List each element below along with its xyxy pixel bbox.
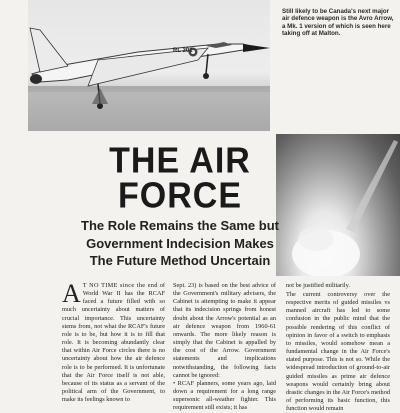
col2-bullet: • RCAF planners, some years ago, laid down a requirement for a long range supersonic all-weather fighter. This requirement still exists; it has [173, 379, 276, 412]
subtitle-line-3: The Future Method Uncertain [89, 253, 271, 268]
missile-launch-photo [276, 134, 400, 276]
title-line-1: THE AIR [109, 141, 251, 182]
article-title [100, 141, 260, 216]
body-column-3 [286, 282, 390, 413]
title-line-2: FORCE [118, 175, 242, 216]
col1-opening: T NO TIME since the end [82, 282, 158, 289]
subtitle-line-1: The Role Remains the Same but [81, 218, 279, 233]
missile-plume-icon [276, 134, 400, 276]
photo-caption: Still likely to be Canada's next major air defence weapon is the Avro Arrow, a Mk. 1 version of which is seen here taking off at Malton. [282, 8, 394, 38]
subtitle-line-2: Government Indecision Makes [86, 235, 274, 251]
body-column-2 [173, 282, 276, 413]
body-column-1 [62, 279, 165, 404]
col1-text: of World War II has the RCAF faced a future filled with so much uncertainty about matters of crucial importance. This uncertainty stems from, not what the RCAF's future role is to be, but how it is to fill that role. It is becoming abundantly clear that within Air Force circles there is no uncertainty about how the air defence role is to be performed. It is unfortunate that the Air Force itself is not able, because of its status as a servant of the political arm of the Government, to make its feelings known to [62, 282, 165, 404]
col2-text: Sept. 23) is based on the best advice of the Government's military advisers, the Cabinet is attempting to make it appear that its indecision springs from honest doubt about the Arrow's potential as an air defence weapon from 1960-61 onwards. The more likely reason is simply that the Cabinet is appalled by the cost of the Arrow. Government statements and implications notwithstanding, the following facts cannot be ignored: [173, 282, 276, 379]
drop-cap: A [62, 279, 81, 308]
col3-text: The current controversy over the respective merits of guided missiles vs manned aircraft has led to some confusion in the public mind that the possible rendering of this conflict of opinion in favor of a switch to emphasis to missiles, would somehow mean a fundamental change in the Air Force's stated purpose. This is not so. While the widespread introduction of ground-to-air guided missiles as prime air defence weapons would certainly bring about drastic changes in the Air Force's method of performing its basic function, this function would remain [286, 291, 390, 413]
article-subtitle [80, 217, 280, 270]
avro-arrow-icon [28, 0, 270, 131]
col3-lead: not be justified militarily. [286, 282, 350, 289]
aircraft-marking: RL 201 [173, 48, 193, 54]
aircraft-photo [28, 0, 270, 131]
